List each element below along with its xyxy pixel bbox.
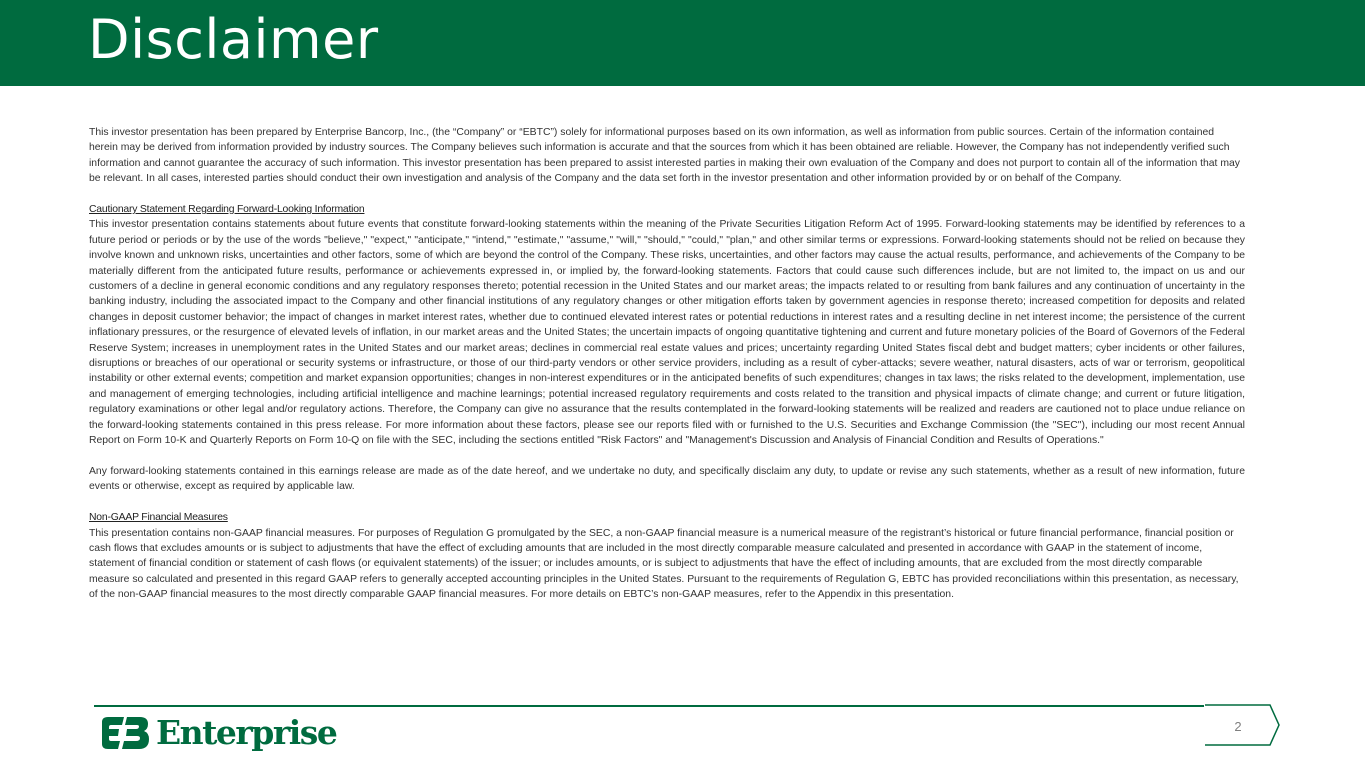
page-number: 2 [1234,719,1242,734]
non-gaap-heading: Non-GAAP Financial Measures [89,512,228,524]
footer-divider [94,705,1204,707]
non-gaap-paragraph: This presentation contains non-GAAP financial measures. For purposes of Regulation G promulgated by the SEC, a non-GAAP financial measure is a numerical measure of the registrant’s historical or future financial performance, financial position or cash flows that excludes amounts or is subject to adjustments that have the effect of excluding amounts that are included in the most directly comparable measure calculated and presented in accordance with GAAP in the statement of income, statement of financial condition or statement of cash flows (or equivalent statements) of the issuer; or includes amounts, or is subject to adjustments that have the effect of including amounts, that are excluded from the most directly comparable measure so calculated and presented in this regard GAAP refers to generally accepted accounting principles in the United States. Pursuant to the requirements of Regulation G, EBTC has provided reconciliations within this presentation, as necessary, of the non-GAAP financial measures to the most directly comparable GAAP financial measures. For more details on EBTC’s non-GAAP measures, refer to the Appendix in this presentation. [89,527,1239,601]
logo-wordmark: Enterprise [156,713,337,752]
enterprise-logo [100,713,336,753]
page-title: Disclaimer [88,8,379,71]
spacer [89,187,1245,202]
forward-looking-paragraph: This investor presentation contains statements about future events that constitute forward-looking statements within the meaning of the Private Securities Litigation Reform Act of 1995. Forward-looking statements may be identified by references to a future period or periods or by the use of the words "believe," "expect," "anticipate," "intend," "estimate," "assume," "will," "should," "could," "plan," and other similar terms or expressions. Forward-looking statements should not be relied on because they involve known and unknown risks, uncertainties and other factors, some of which are beyond the control of the Company. These risks, uncertainties, and other factors may cause the actual results, performance, and achievements of the Company to be materially different from the anticipated future results, performance or achievements expressed in, or implied by, the forward-looking statements. Factors that could cause such differences include, but are not limited to, the impact on us and our customers of a decline in general economic conditions and any regulatory responses thereto; potential recession in the United States and our market areas; the impacts related to or resulting from bank failures and any continuation of uncertainty in the banking industry, including the associated impact to the Company and other financial institutions of any regulatory changes or other mitigation efforts taken by government agencies in response thereto; increased competition for deposits and related changes in deposit customer behavior; the impact of changes in market interest rates, whether due to continued elevated interest rates or potential reductions in interest rates and a resulting decline in net interest income; the persistence of the current inflationary pressures, or the resurgence of elevated levels of inflation, in our market areas and the United States; the uncertain impacts of ongoing quantitative tightening and current and future monetary policies of the Board of Governors of the Federal Reserve System; increases in unemployment rates in the United States and our market areas; declines in commercial real estate values and prices; uncertainty regarding United States fiscal debt and budget matters; cyber incidents or other failures, disruptions or breaches of our operational or security systems or infrastructure, or those of our third-party vendors or other service providers, including as a result of cyber-attacks; severe weather, natural disasters, acts of war or terrorism, geopolitical instability or other external events; competition and market expansion opportunities; changes in non-interest expenditures or in the anticipated benefits of such expenditures; changes in tax laws; the risks related to the development, implementation, use and management of emerging technologies, including artificial intelligence and machine learnings; potential increased regulatory requirements and costs related to the transition and physical impacts of climate change; and current or future litigation, regulatory examinations or other legal and/or regulatory actions. Therefore, the Company can give no assurance that the results contemplated in the forward-looking statements will be realized and readers are cautioned not to place undue reliance on the forward-looking statements contained in this press release. For more information about these factors, please see our reports filed with or furnished to the U.S. Securities and Exchange Commission (the "SEC"), including our most recent Annual Report on Form 10-K and Quarterly Reports on Form 10-Q on file with the SEC, including the sections entitled "Risk Factors" and "Management's Discussion and Analysis of Financial Condition and Results of Operations." [89,219,1245,447]
spacer [89,449,1245,464]
header-band [0,0,1365,86]
spacer [89,495,1245,510]
forward-looking-heading: Cautionary Statement Regarding Forward-Looking Information [89,204,365,216]
intro-paragraph: This investor presentation has been prepared by Enterprise Bancorp, Inc., (the “Company” or “EBTC”) solely for informational purposes based on its own information, as well as information from public sources. Certain of the information contained herein may be derived from information provided by industry sources. The Company believes such information is accurate and that the sources from which it has been obtained are reliable. However, the Company has not independently verified such information and cannot guarantee the accuracy of such information. This investor presentation has been prepared to assist interested parties in making their own evaluation of the Company and does not purport to contain all of the information that may be relevant. In all cases, interested parties should conduct their own investigation and analysis of the Company and the data set forth in the investor presentation and other information provided by or on behalf of the Company. [89,127,1240,185]
disclaimer-content [89,125,1245,603]
eb-monogram-icon [100,716,150,750]
forward-looking-followup: Any forward-looking statements contained in this earnings release are made as of the date hereof, and we undertake no duty, and specifically disclaim any duty, to update or revise any such statements, whether as a result of new information, future events or otherwise, except as required by applicable law. [89,465,1245,493]
